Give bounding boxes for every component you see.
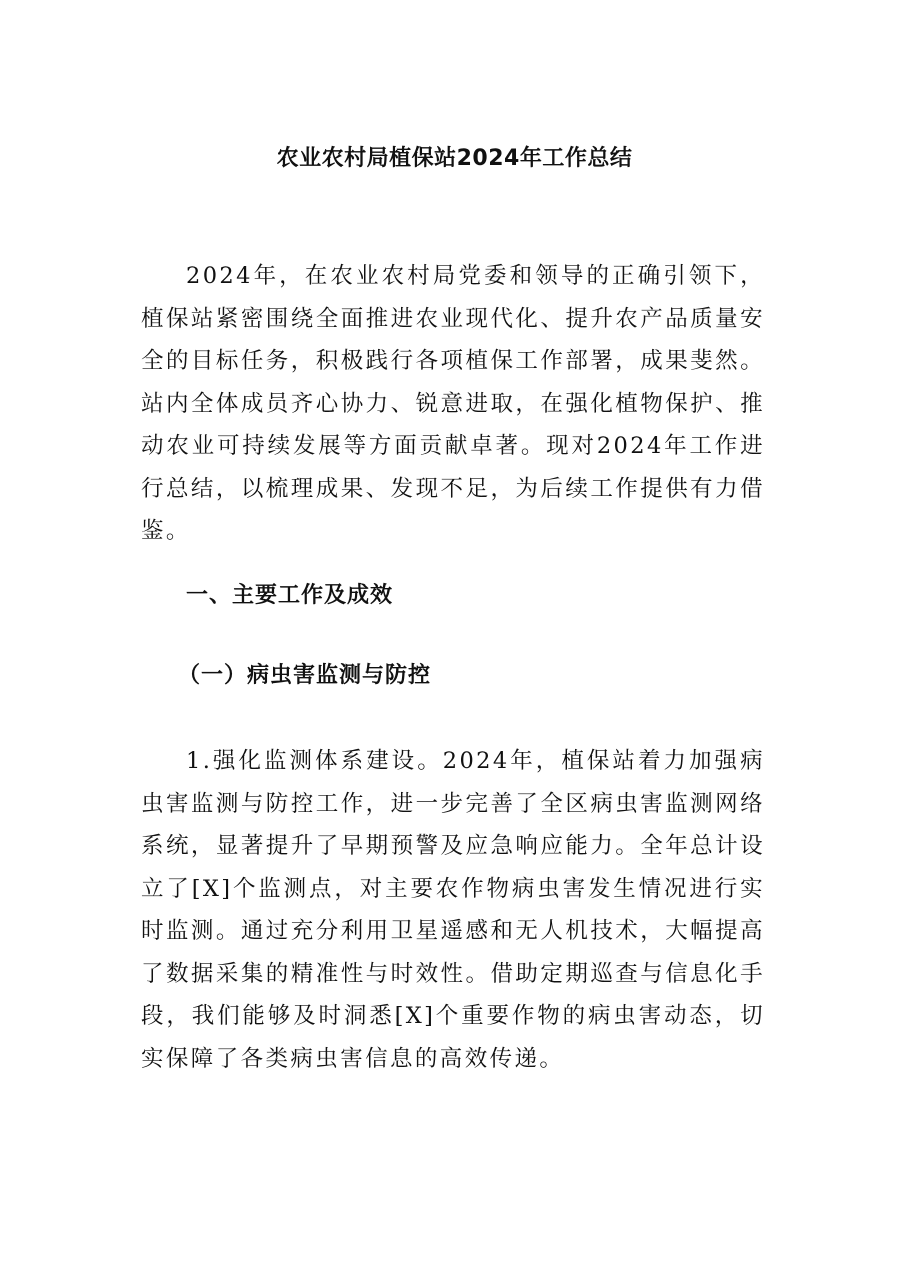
section-heading: 一、主要工作及成效: [186, 583, 394, 608]
monitoring-paragraph: 1.强化监测体系建设。2024年，植保站着力加强病虫害监测与防控工作，进一步完善了全区病虫害监测网络系统，显著提升了早期预警及应急响应能力。全年总计设立了[X]个监测点，对主要农作物病虫害发生情况进行实时监测。通过充分利用卫星遥感和无人机技术，大幅提高了数据采集的精准性与时效性。借助定期巡查与信息化手段，我们能够及时洞悉[X]个重要作物的病虫害动态，切实保障了各类病虫害信息的高效传递。: [141, 748, 765, 1072]
document-title: 农业农村局植保站2024年工作总结: [276, 145, 633, 171]
intro-paragraph: 2024年，在农业农村局党委和领导的正确引领下，植保站紧密围绕全面推进农业现代化、提升农产品质量安全的目标任务，积极践行各项植保工作部署，成果斐然。站内全体成员齐心协力、锐意进取，在强化植物保护、推动农业可持续发展等方面贡献卓著。现对2024年工作进行总结，以梳理成果、发现不足，为后续工作提供有力借鉴。: [141, 263, 765, 544]
subsection-heading: （一）病虫害监测与防控: [178, 663, 432, 688]
